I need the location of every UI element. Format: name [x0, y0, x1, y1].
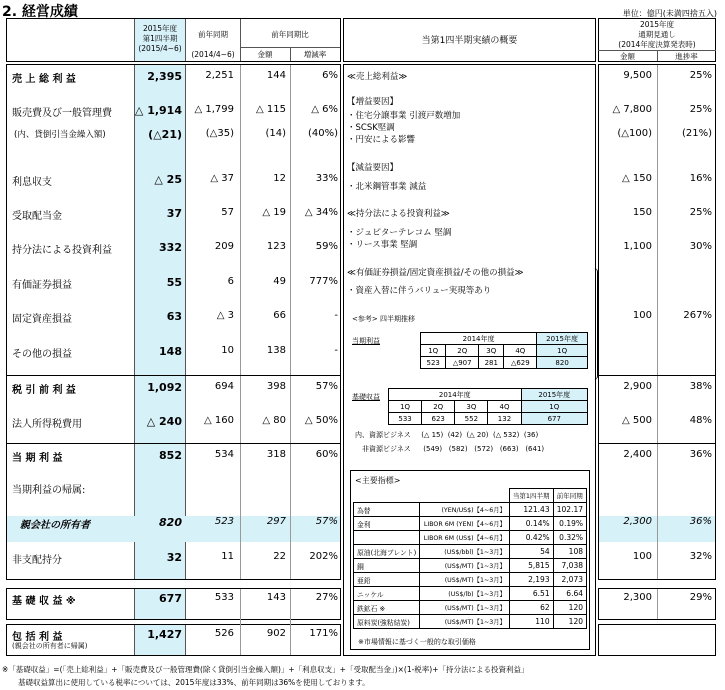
indicator-unit: LIBOR 6M (YEN)【4~6月】	[420, 517, 509, 531]
row-label: 基 礎 収 益 ※	[12, 596, 76, 607]
diff-value: △ 115	[256, 104, 286, 115]
prev-value: 523	[214, 516, 234, 527]
indicator-current: 54	[509, 545, 553, 559]
prev-value: △ 160	[204, 415, 234, 426]
row-label: 利息収支	[12, 177, 52, 188]
non-resource-value: (663)	[499, 445, 519, 453]
trend1-fy-prev: 2014年度	[421, 333, 537, 345]
trend1-value: 523	[421, 357, 446, 369]
rate-value: 59%	[315, 241, 338, 252]
summary-item: ・円安による影響	[347, 135, 416, 145]
trend2-value: 552	[455, 413, 488, 425]
current-value: 63	[166, 310, 182, 323]
indicator-name: 原油(北海ブレント)	[354, 545, 420, 559]
indicator-name: 原料炭(強粘結炭)	[354, 615, 420, 629]
fy-value: △ 500	[622, 415, 652, 426]
current-header	[134, 24, 186, 54]
summary-item: ・SCSK堅調	[347, 123, 395, 133]
diff-value: 902	[266, 628, 286, 639]
rate-value: △ 34%	[304, 207, 338, 218]
comp-amount-header: 金額	[257, 50, 273, 59]
indicator-prev: 102.17	[553, 503, 586, 517]
comprehensive-fy-box	[598, 624, 716, 656]
current-value: △ 1,914	[134, 104, 182, 117]
indicator-name	[354, 531, 420, 545]
trend1-q: 3Q	[479, 345, 504, 357]
current-header-line3: (2015/4~6)	[138, 44, 182, 53]
diff-value: 398	[266, 381, 286, 392]
trend1-q: 1Q	[537, 345, 588, 357]
trend1-q: 1Q	[421, 345, 446, 357]
indicator-current: 110	[509, 615, 553, 629]
rate-value: 33%	[315, 173, 338, 184]
non-resource-value: (582)	[448, 445, 468, 453]
row-label: 販売費及び一般管理費	[12, 108, 112, 119]
fy-value: 1,100	[623, 241, 652, 252]
fy-header-line1: 2015年度	[639, 20, 675, 29]
prev-header-line1: 前年同期	[198, 30, 228, 39]
fy-header	[598, 20, 716, 50]
rate-value: -	[334, 310, 338, 321]
trend1-value: △629	[504, 357, 537, 369]
indicator-name: 金利	[354, 517, 420, 531]
current-value: 32	[166, 551, 182, 564]
trend1-value: △907	[446, 357, 479, 369]
indicator-prev: 120	[553, 615, 586, 629]
indicator-current: 0.14%	[509, 517, 553, 531]
summary-increase-factors: 【増益要因】	[347, 97, 399, 107]
trend2-q: 2Q	[422, 401, 455, 413]
fy-value: △ 7,800	[612, 104, 652, 115]
indicator-unit: (US$/MT)【1~3月】	[420, 601, 509, 615]
reference-title: <参考> 四半期推移	[352, 315, 415, 323]
indicators-header-prev: 前年同期	[553, 489, 586, 503]
prev-value: (△35)	[205, 128, 234, 139]
fy-progress-value: 267%	[683, 310, 712, 321]
indicator-unit: (US$/lb)【1~3月】	[420, 587, 509, 601]
current-value: 677	[159, 592, 182, 605]
trend1-q: 4Q	[504, 345, 537, 357]
fy-progress-value: 29%	[689, 592, 712, 603]
diff-value: 318	[266, 449, 286, 460]
trend2-fy-cur: 2015年度	[521, 389, 587, 401]
fy-value: 2,900	[623, 381, 652, 392]
trend2-q: 3Q	[455, 401, 488, 413]
row-label: 包 括 利 益	[12, 632, 63, 643]
summary-gross-profit: ≪売上総利益≫	[347, 72, 408, 82]
resource-business-row	[355, 430, 538, 440]
trend2-table	[388, 388, 588, 425]
indicator-current: 0.42%	[509, 531, 553, 545]
current-value: 55	[166, 276, 182, 289]
fy-value: (△100)	[617, 128, 652, 139]
indicator-current: 5,815	[509, 559, 553, 573]
fy-progress-value: 32%	[689, 551, 712, 562]
diff-value: (14)	[265, 128, 286, 139]
non-resource-value: (572)	[474, 445, 494, 453]
row-label: 売 上 総 利 益	[12, 74, 76, 85]
indicator-name: 為替	[354, 503, 420, 517]
trend1-value: 820	[537, 357, 588, 369]
fy-progress-header: 進捗率	[675, 52, 698, 61]
prev-value: 534	[214, 449, 234, 460]
footnote-tax-rate: 基礎収益算出に使用している税率については、2015年度は33%、前年同期は36%を使用しております。	[18, 678, 370, 687]
fy-header-line3: (2014年度決算発表時)	[618, 40, 696, 49]
trend2-value: 623	[422, 413, 455, 425]
indicator-name: 亜鉛	[354, 573, 420, 587]
current-value: (△21)	[148, 128, 182, 141]
trend2-value: 677	[521, 413, 587, 425]
trend1-table	[420, 332, 588, 369]
trend2-q: 1Q	[389, 401, 422, 413]
rate-value: 57%	[315, 516, 338, 527]
diff-value: 22	[273, 551, 286, 562]
diff-value: 49	[273, 276, 286, 287]
diff-value: 123	[266, 241, 286, 252]
summary-header: 当第1四半期実績の概要	[421, 36, 518, 46]
rate-value: 777%	[309, 276, 338, 287]
rate-value: △ 6%	[311, 104, 338, 115]
comp-rate-header: 増減率	[303, 50, 327, 59]
row-sublabel: (親会社の所有者に帰属)	[12, 642, 88, 650]
current-value: △ 25	[154, 173, 182, 186]
row-label: 当 期 利 益	[12, 453, 63, 464]
row-label: (内、貸倒引当金繰入額)	[14, 130, 106, 140]
resource-value: (42)	[447, 431, 463, 439]
summary-item: ・ジュピターテレコム 堅調	[347, 228, 452, 238]
trend1-value: 281	[479, 357, 504, 369]
current-value: 2,395	[147, 70, 182, 83]
fy-header-line2: 通期見通し	[638, 30, 676, 39]
diff-value: 144	[266, 70, 286, 81]
current-value: 148	[159, 345, 182, 358]
current-value: 820	[159, 516, 182, 529]
rate-value: 6%	[322, 70, 338, 81]
fy-progress-value: 25%	[689, 207, 712, 218]
divider	[598, 443, 716, 444]
resource-value: (36)	[523, 431, 539, 439]
diff-value: 297	[266, 516, 286, 527]
row-label: 非支配持分	[12, 555, 62, 566]
current-header-line1: 2015年度	[142, 24, 178, 33]
current-value: 1,092	[147, 381, 182, 394]
indicator-prev: 0.19%	[553, 517, 586, 531]
indicator-prev: 6.64	[553, 587, 586, 601]
fy-value: 2,300	[623, 592, 652, 603]
prev-header	[186, 30, 240, 40]
divider	[598, 375, 716, 376]
summary-decrease-factors: 【減益要因】	[347, 163, 399, 173]
footnote-basic-income: ※「基礎収益」=(「売上総利益」+「販売費及び一般管理費(除く貸倒引当金繰入額)」+「利息収支」+「受取配当金」)×(1-税率)+「持分法による投資利益」	[2, 665, 529, 674]
rate-value: 60%	[315, 449, 338, 460]
diff-value: 12	[273, 173, 286, 184]
fy-value: 9,500	[623, 70, 652, 81]
rate-value: △ 50%	[304, 415, 338, 426]
rate-value: 57%	[315, 381, 338, 392]
indicator-unit: LIBOR 6M (US$)【4~6月】	[420, 531, 509, 545]
indicator-name: ニッケル	[354, 587, 420, 601]
diff-value: 66	[273, 310, 286, 321]
diff-value: 143	[266, 592, 286, 603]
fy-progress-value: 36%	[689, 449, 712, 460]
trend2-q: 4Q	[488, 401, 521, 413]
resource-value: (△ 15)	[421, 431, 444, 439]
fy-amount-header: 金額	[620, 52, 635, 61]
indicators-note: ※市場情報に基づく一般的な取引価格	[358, 638, 476, 646]
bracket	[594, 268, 598, 380]
row-label: 固定資産損益	[12, 314, 72, 325]
rate-value: 27%	[315, 592, 338, 603]
non-resource-business-row	[362, 444, 544, 454]
row-label: 当期利益の帰属:	[12, 485, 86, 496]
summary-equity-method: ≪持分法による投資利益≫	[347, 209, 450, 219]
diff-value: △ 80	[262, 415, 286, 426]
rate-value: -	[334, 345, 338, 356]
diff-value: △ 19	[262, 207, 286, 218]
indicators-header-current: 当第1四半期	[509, 489, 553, 503]
prev-value: 6	[227, 276, 234, 287]
indicator-current: 6.51	[509, 587, 553, 601]
indicators-table	[353, 488, 587, 629]
indicator-prev: 108	[553, 545, 586, 559]
fy-progress-value: 25%	[689, 104, 712, 115]
row-label: 親会社の所有者	[20, 520, 90, 531]
trend2-q: 1Q	[521, 401, 587, 413]
trend2-fy-prev: 2014年度	[389, 389, 522, 401]
row-label: 持分法による投資利益	[12, 245, 112, 256]
trend1-q: 2Q	[446, 345, 479, 357]
fy-value: 100	[632, 310, 652, 321]
fy-progress-value: 36%	[689, 516, 712, 527]
resource-value: (△ 20)	[466, 431, 489, 439]
prev-value: 526	[214, 628, 234, 639]
row-label: 法人所得税費用	[12, 419, 82, 430]
indicator-unit: (US$/MT)【1~3月】	[420, 573, 509, 587]
prev-value: 533	[214, 592, 234, 603]
rate-value: 202%	[309, 551, 338, 562]
fy-progress-value: 48%	[689, 415, 712, 426]
current-value: 852	[159, 449, 182, 462]
divider	[657, 65, 658, 579]
prev-value: △ 37	[210, 173, 234, 184]
fy-progress-value: 30%	[689, 241, 712, 252]
divider	[290, 65, 291, 579]
non-resource-value: (549)	[423, 445, 443, 453]
indicator-unit: (US$/MT)【1~3月】	[420, 615, 509, 629]
indicator-prev: 2,073	[553, 573, 586, 587]
row-label: 有価証券損益	[12, 280, 72, 291]
non-resource-label: 非資源ビジネス	[362, 445, 411, 453]
current-value: 332	[159, 241, 182, 254]
fy-value: 100	[632, 551, 652, 562]
prev-value: 2,251	[205, 70, 234, 81]
indicator-name: 鉄鉱石 ※	[354, 601, 420, 615]
summary-item: ・資産入替に伴うバリュー実現等あり	[347, 286, 492, 296]
fy-progress-value: 25%	[689, 70, 712, 81]
diff-value: 138	[266, 345, 286, 356]
indicator-current: 121.43	[509, 503, 553, 517]
trend1-fy-cur: 2015年度	[537, 333, 588, 345]
summary-item: ・北米鋼管事業 減益	[347, 182, 427, 192]
page-title: 2. 経営成績	[2, 4, 78, 20]
trend2-value: 132	[488, 413, 521, 425]
rate-value: 171%	[309, 628, 338, 639]
prev-value: △ 1,799	[194, 104, 234, 115]
divider	[240, 65, 241, 579]
indicator-prev: 120	[553, 601, 586, 615]
current-value: 1,427	[147, 628, 182, 641]
row-label: 税 引 前 利 益	[12, 385, 76, 396]
prev-value: 57	[221, 207, 234, 218]
prev-value: △ 3	[216, 310, 234, 321]
current-value: △ 240	[146, 415, 182, 428]
indicator-name: 銅	[354, 559, 420, 573]
indicator-unit: (US$/bbl)【1~3月】	[420, 545, 509, 559]
fy-value: △ 150	[622, 173, 652, 184]
trend2-label: 基礎収益	[352, 393, 380, 401]
resource-value: (△ 532)	[492, 431, 520, 439]
fy-value: 2,400	[623, 449, 652, 460]
summary-securities: ≪有価証券損益/固定資産損益/その他の損益≫	[347, 268, 524, 278]
fy-progress-value: (21%)	[681, 128, 712, 139]
prev-header-period: (2014/4~6)	[191, 50, 235, 59]
fy-value: 2,300	[623, 516, 652, 527]
indicator-prev: 0.32%	[553, 531, 586, 545]
indicator-unit: (YEN/US$)【4~6月】	[420, 503, 509, 517]
rate-value: (40%)	[307, 128, 338, 139]
resource-label: 内、資源ビジネス	[355, 431, 411, 439]
fy-progress-value: 38%	[689, 381, 712, 392]
unit-note: 単位：億円(未満四捨五入)	[622, 9, 717, 18]
prev-value: 10	[221, 345, 234, 356]
indicator-current: 62	[509, 601, 553, 615]
prev-value: 694	[214, 381, 234, 392]
indicator-unit: (US$/MT)【1~3月】	[420, 559, 509, 573]
fy-value: 150	[632, 207, 652, 218]
current-header-line2: 第1四半期	[142, 34, 178, 43]
trend2-value: 533	[389, 413, 422, 425]
comp-header: 前年同期比	[271, 30, 309, 39]
divider	[6, 375, 341, 376]
summary-item: ・住宅分譲事業 引渡戸数増加	[347, 111, 461, 121]
indicator-prev: 7,038	[553, 559, 586, 573]
summary-item: ・リース事業 堅調	[347, 240, 418, 250]
prev-value: 11	[221, 551, 234, 562]
prev-value: 209	[214, 241, 234, 252]
divider	[6, 443, 341, 444]
indicators-title: <主要指標>	[355, 476, 401, 485]
non-resource-value: (641)	[525, 445, 545, 453]
current-value: 37	[166, 207, 182, 220]
fy-progress-value: 16%	[689, 173, 712, 184]
indicator-current: 2,193	[509, 573, 553, 587]
row-label: その他の損益	[12, 349, 72, 360]
row-label: 受取配当金	[12, 211, 62, 222]
trend1-label: 当期利益	[352, 337, 380, 345]
